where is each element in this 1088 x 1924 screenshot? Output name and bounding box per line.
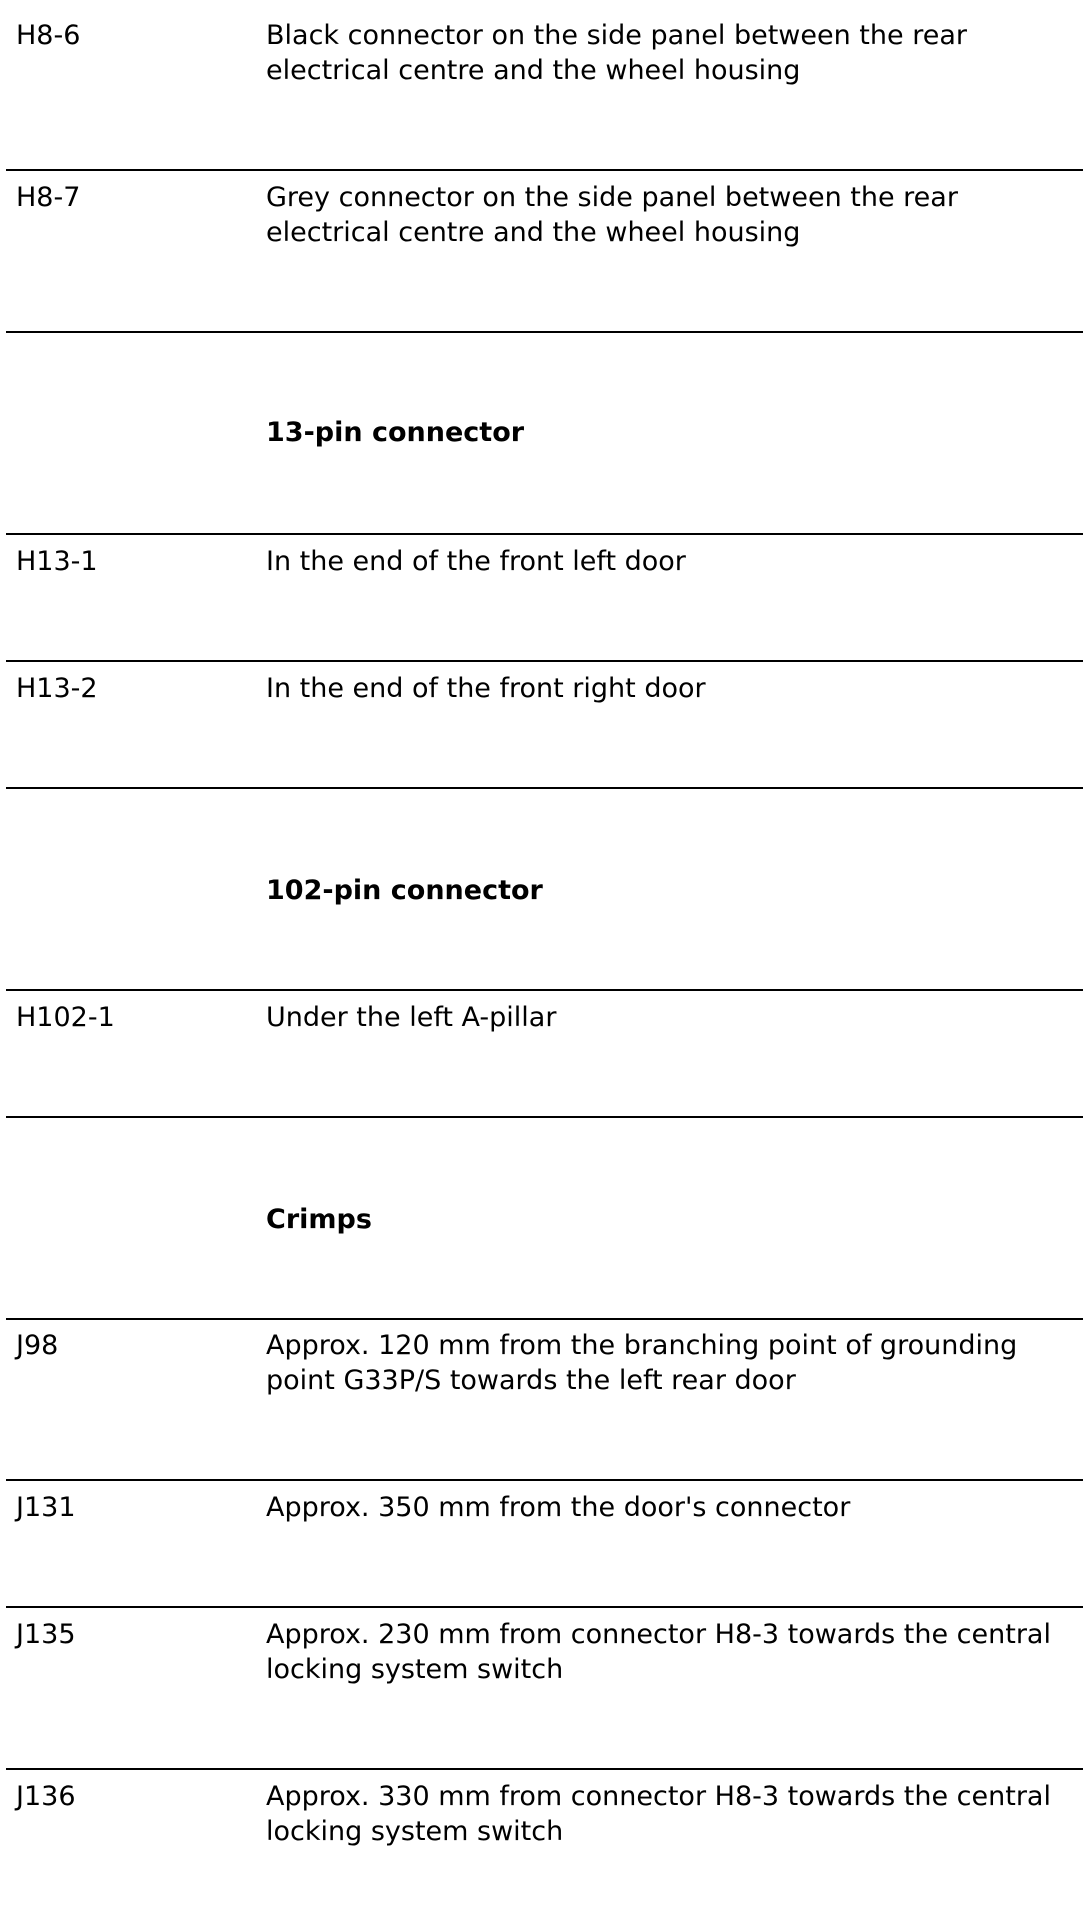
crimp-location: Approx. 120 mm from the branching point of grounding point G33P/S towards the left rear door — [266, 1330, 1018, 1396]
connector-location: Black connector on the side panel between the rear electrical centre and the wheel housing — [266, 20, 967, 86]
connector-code: H13-1 — [16, 546, 98, 577]
row-divider — [6, 1479, 1083, 1481]
section-heading: 102-pin connector — [266, 875, 543, 906]
crimp-code: J98 — [16, 1330, 59, 1361]
row-divider — [6, 169, 1083, 171]
connector-code: H8-7 — [16, 182, 81, 213]
row-divider — [6, 660, 1083, 662]
crimp-code: J135 — [16, 1619, 76, 1650]
connector-location: In the end of the front right door — [266, 673, 706, 704]
crimp-location: Approx. 230 mm from connector H8-3 towards the central locking system switch — [266, 1619, 1051, 1685]
connector-location: In the end of the front left door — [266, 546, 686, 577]
row-divider — [6, 989, 1083, 991]
row-divider — [6, 787, 1083, 789]
row-divider — [6, 533, 1083, 535]
crimp-code: J131 — [16, 1492, 76, 1523]
connector-code: H102-1 — [16, 1002, 115, 1033]
connector-location: Grey connector on the side panel between the rear electrical centre and the wheel housing — [266, 182, 958, 248]
connector-location: Under the left A-pillar — [266, 1002, 557, 1033]
row-divider — [6, 1116, 1083, 1118]
crimp-location: Approx. 330 mm from connector H8-3 towards the central locking system switch — [266, 1781, 1051, 1847]
section-heading: Crimps — [266, 1204, 372, 1235]
section-heading: 13-pin connector — [266, 417, 525, 448]
connector-code: H13-2 — [16, 673, 98, 704]
crimp-location: Approx. 350 mm from the door's connector — [266, 1492, 851, 1523]
row-divider — [6, 1318, 1083, 1320]
connector-code: H8-6 — [16, 20, 81, 51]
row-divider — [6, 331, 1083, 333]
row-divider — [6, 1768, 1083, 1770]
crimp-code: J136 — [16, 1781, 76, 1812]
row-divider — [6, 1606, 1083, 1608]
